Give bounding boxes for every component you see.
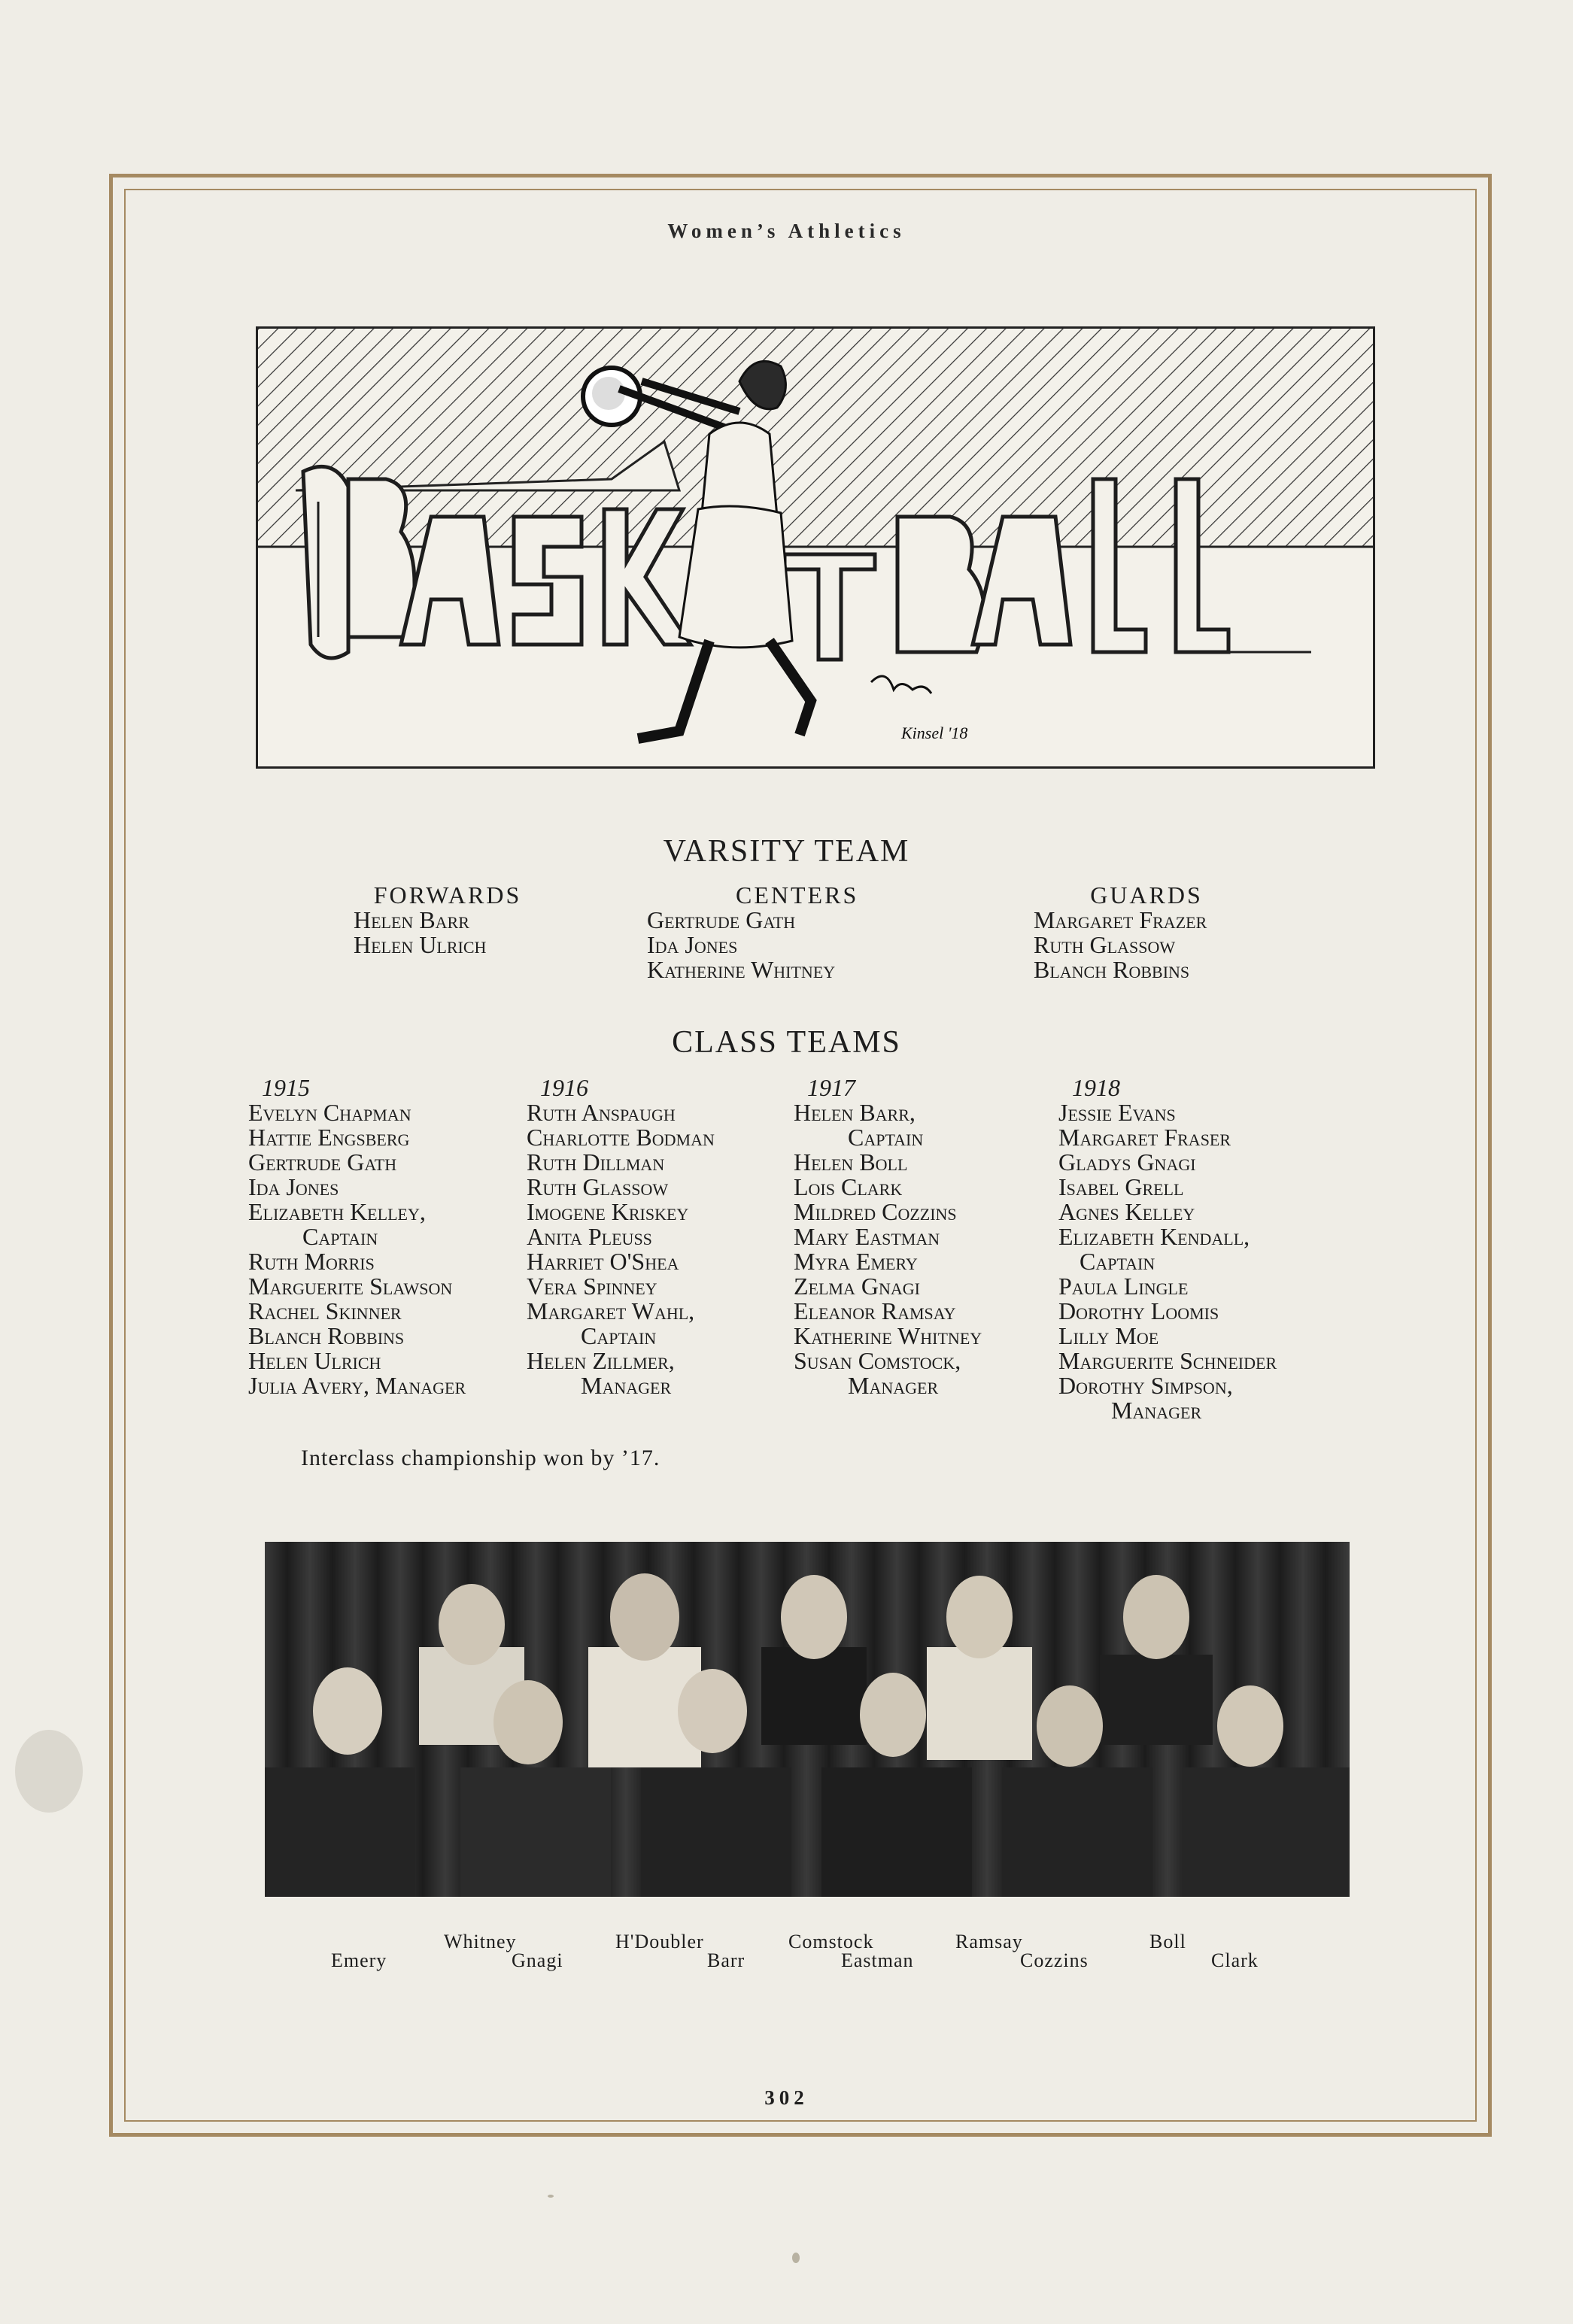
- roster-line: Ida Jones: [248, 1173, 339, 1200]
- signature: Kinsel '18: [901, 724, 968, 742]
- running-head: Women’s Athletics: [667, 220, 906, 242]
- roster-line: Ruth Morris: [248, 1248, 375, 1275]
- roster-line: Margaret Wahl,: [527, 1297, 695, 1324]
- roster-line: Gladys Gnagi: [1058, 1148, 1196, 1176]
- roster-line: Captain: [1080, 1248, 1155, 1275]
- roster-line: Eleanor Ramsay: [794, 1297, 956, 1324]
- roster-line: Dorothy Simpson,: [1058, 1372, 1233, 1399]
- column-heading: GUARDS: [1090, 881, 1203, 909]
- roster-line: Elizabeth Kelley,: [248, 1198, 426, 1225]
- class-year: 1918: [1072, 1074, 1120, 1101]
- roster-line: Paula Lingle: [1058, 1273, 1189, 1300]
- roster-line: Lilly Moe: [1058, 1322, 1159, 1349]
- paper-stain: [15, 1730, 83, 1813]
- championship-note: Interclass championship won by ’17.: [301, 1446, 660, 1470]
- roster-line: Harriet O'Shea: [527, 1248, 679, 1275]
- column-heading: CENTERS: [736, 881, 859, 909]
- roster-line: Mildred Cozzins: [794, 1198, 957, 1225]
- roster-line: Margaret Fraser: [1058, 1124, 1231, 1151]
- varsity-title: VARSITY TEAM: [663, 834, 910, 869]
- roster-line: Myra Emery: [794, 1248, 918, 1275]
- varsity-forwards: [354, 883, 542, 957]
- player-name: Margaret Frazer: [1034, 906, 1207, 933]
- paper-speck: [548, 2195, 554, 2198]
- class-teams-title: CLASS TEAMS: [672, 1025, 901, 1060]
- caption-back-2: H'Doubler: [615, 1931, 704, 1952]
- class-column-1915: [248, 1076, 466, 1398]
- player-name: Helen Barr: [354, 906, 469, 933]
- roster-line: Captain: [302, 1223, 378, 1250]
- paper-speck: [792, 2253, 800, 2263]
- roster-line: Isabel Grell: [1058, 1173, 1184, 1200]
- roster-line: Helen Ulrich: [248, 1347, 381, 1374]
- caption-back-4: Ramsay: [955, 1931, 1023, 1952]
- roster-line: Dorothy Loomis: [1058, 1297, 1219, 1324]
- caption-back-5: Boll: [1149, 1931, 1186, 1952]
- player-name: Ida Jones: [647, 931, 738, 958]
- roster-line: Agnes Kelley: [1058, 1198, 1195, 1225]
- roster-line: Julia Avery, Manager: [248, 1372, 466, 1399]
- roster-line: Katherine Whitney: [794, 1322, 982, 1349]
- column-heading: FORWARDS: [373, 881, 522, 909]
- roster-line: Lois Clark: [794, 1173, 903, 1200]
- roster-line: Marguerite Schneider: [1058, 1347, 1277, 1374]
- roster-line: Ruth Dillman: [527, 1148, 665, 1176]
- player-name: Helen Ulrich: [354, 931, 487, 958]
- photo-art: [265, 1542, 1350, 1897]
- player-name: Blanch Robbins: [1034, 956, 1190, 983]
- roster-line: Hattie Engsberg: [248, 1124, 410, 1151]
- roster-line: Manager: [581, 1372, 672, 1399]
- basketball-banner-illustration: [256, 326, 1375, 769]
- caption-front-6: Clark: [1211, 1949, 1259, 1971]
- roster-line: Ruth Anspaugh: [527, 1099, 676, 1126]
- roster-line: Ruth Glassow: [527, 1173, 669, 1200]
- player-name: Katherine Whitney: [647, 956, 836, 983]
- varsity-centers: [647, 883, 963, 982]
- class-year: 1916: [540, 1074, 588, 1101]
- roster-line: Helen Zillmer,: [527, 1347, 675, 1374]
- roster-line: Anita Pleuss: [527, 1223, 652, 1250]
- class-column-1916: [527, 1076, 715, 1398]
- player-name: Gertrude Gath: [647, 906, 796, 933]
- roster-line: Zelma Gnagi: [794, 1273, 920, 1300]
- caption-front-5: Cozzins: [1020, 1949, 1089, 1971]
- roster-line: Imogene Kriskey: [527, 1198, 689, 1225]
- class-column-1918: [1058, 1076, 1277, 1423]
- caption-front-2: Gnagi: [512, 1949, 563, 1971]
- roster-line: Charlotte Bodman: [527, 1124, 715, 1151]
- player-name: Ruth Glassow: [1034, 931, 1176, 958]
- roster-line: Marguerite Slawson: [248, 1273, 453, 1300]
- roster-line: Gertrude Gath: [248, 1148, 397, 1176]
- roster-line: Helen Barr,: [794, 1099, 916, 1126]
- caption-back-1: Whitney: [444, 1931, 517, 1952]
- varsity-guards: [1034, 883, 1259, 982]
- roster-line: Blanch Robbins: [248, 1322, 405, 1349]
- caption-front-3: Barr: [707, 1949, 746, 1971]
- roster-line: Captain: [581, 1322, 657, 1349]
- roster-line: Manager: [1111, 1397, 1202, 1424]
- caption-back-3: Comstock: [788, 1931, 874, 1952]
- roster-line: Jessie Evans: [1058, 1099, 1176, 1126]
- roster-line: Rachel Skinner: [248, 1297, 402, 1324]
- roster-line: Mary Eastman: [794, 1223, 940, 1250]
- roster-line: Elizabeth Kendall,: [1058, 1223, 1250, 1250]
- class-column-1917: [794, 1076, 982, 1398]
- roster-line: Vera Spinney: [527, 1273, 657, 1300]
- class-year: 1915: [262, 1074, 310, 1101]
- team-photograph: [265, 1542, 1350, 1897]
- roster-line: Captain: [848, 1124, 924, 1151]
- roster-line: Susan Comstock,: [794, 1347, 961, 1374]
- class-year: 1917: [807, 1074, 855, 1101]
- roster-line: Evelyn Chapman: [248, 1099, 411, 1126]
- page-number: 302: [764, 2086, 809, 2109]
- caption-front-1: Emery: [331, 1949, 387, 1971]
- caption-front-4: Eastman: [841, 1949, 914, 1971]
- roster-line: Helen Boll: [794, 1148, 908, 1176]
- roster-line: Manager: [848, 1372, 939, 1399]
- banner-art: [258, 329, 1373, 766]
